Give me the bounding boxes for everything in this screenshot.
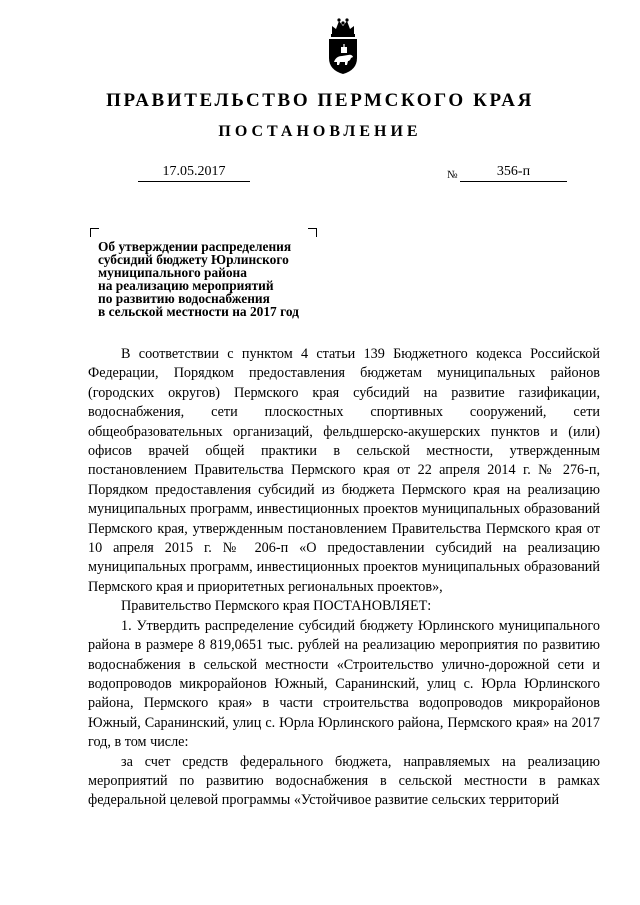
number-sign: №: [447, 169, 458, 181]
document-subject: [98, 240, 338, 318]
subject-line: муниципального района: [98, 265, 247, 280]
document-number: 356-п: [460, 164, 567, 182]
document-date: 17.05.2017: [138, 164, 250, 182]
subject-line: Об утверждении распределения: [98, 239, 292, 254]
subject-line: субсидий бюджету Юрлинского: [98, 252, 289, 267]
body-paragraph-resolves: Правительство Пермского края ПОСТАНОВЛЯЕТ:: [121, 598, 432, 615]
subject-line: на реализацию мероприятий: [98, 278, 274, 293]
government-title: ПРАВИТЕЛЬСТВО ПЕРМСКОГО КРАЯ: [106, 90, 534, 111]
document-body: [88, 345, 600, 811]
subject-line: в сельской местности на 2017 год: [98, 304, 299, 319]
subject-bracket-left: [90, 228, 99, 237]
coat-of-arms-icon: [326, 14, 360, 76]
document-type-title: ПОСТАНОВЛЕНИЕ: [218, 123, 422, 140]
body-paragraph-preamble: В соответствии с пунктом 4 статьи 139 Бюджетного кодекса Российской Федерации, Порядком предоставления бюджетам муниципальных районов (городских округов) Пермского края субсидий на развитие газификации, водоснабжения, сети плоскостных спортивных сооружений, сети общеобразовательных организаций, фельдшерско-акушерских пунктов и (или) офисов врачей общей практики в сельской местности, утвержденным постановлением Правительства Пермского края от 22 апреля 2014 г. № 276-п, Порядком предоставления субсидий из бюджета Пермского края на реализацию муниципальных программ, инвестиционных проектов муниципальных образований Пермского края, утвержденным постановлением Правительства Пермского края от 10 апреля 2015 г. № 206-п «О предоставлении субсидий на реализацию муниципальных программ, инвестиционных проектов муниципальных образований Пермского края и приоритетных региональных проектов»,: [88, 346, 600, 595]
body-paragraph-funding: за счет средств федерального бюджета, направляемых на реализацию мероприятий по развитию водоснабжения в сельской местности в рамках федеральной целевой программы «Устойчивое развитие сельских территорий: [88, 753, 600, 809]
subject-line: по развитию водоснабжения: [98, 291, 270, 306]
subject-bracket-right: [308, 228, 317, 237]
body-paragraph-item-1: 1. Утвердить распределение субсидий бюджету Юрлинского муниципального района в размере 8 819,0651 тыс. рублей на реализацию мероприятия по развитию водоснабжения в сельской местности «Строительство улично-дорожной сети и водопроводов микрорайонов Южный, Саранинский, улиц с. Юрла Юрлинского района, Пермского края» в части строительства водопроводов микрорайонов Южный, Саранинский, улиц с. Юрла Юрлинского района, Пермского края» на 2017 год, в том числе:: [88, 617, 600, 751]
